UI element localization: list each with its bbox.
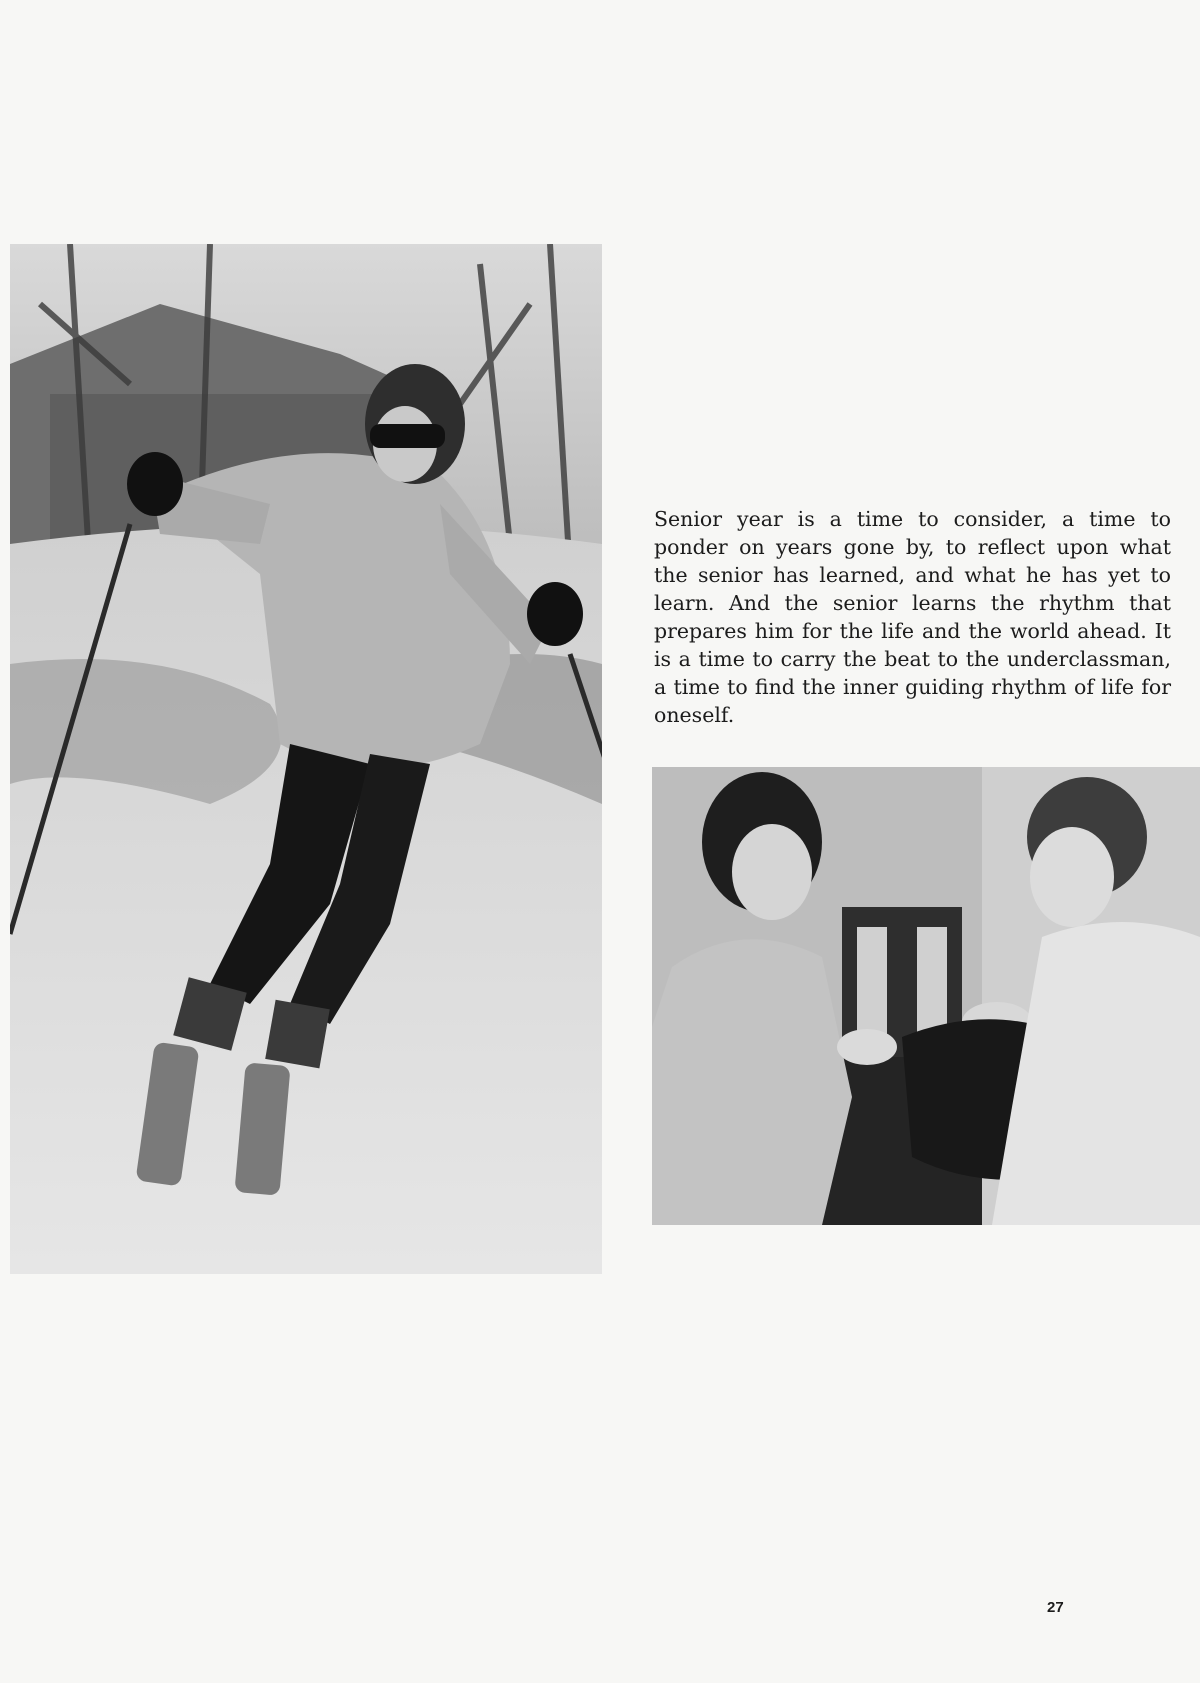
page-number: 27 — [1047, 1599, 1064, 1616]
knitting-photo — [652, 767, 1200, 1225]
knitting-photo-icon — [652, 767, 1200, 1225]
skier-photo — [10, 244, 602, 1274]
skier-photo-icon — [10, 244, 602, 1274]
body-paragraph: Senior year is a time to consider, a time to ponder on years gone by, to reflect upon what the senior has learned, and what he has yet to learn. And the senior learns the rhythm that prepares him for the life and the world ahead. It is a time to carry the beat to the underclassman, a time to find the inner guiding rhythm of life for oneself. — [654, 507, 1171, 727]
